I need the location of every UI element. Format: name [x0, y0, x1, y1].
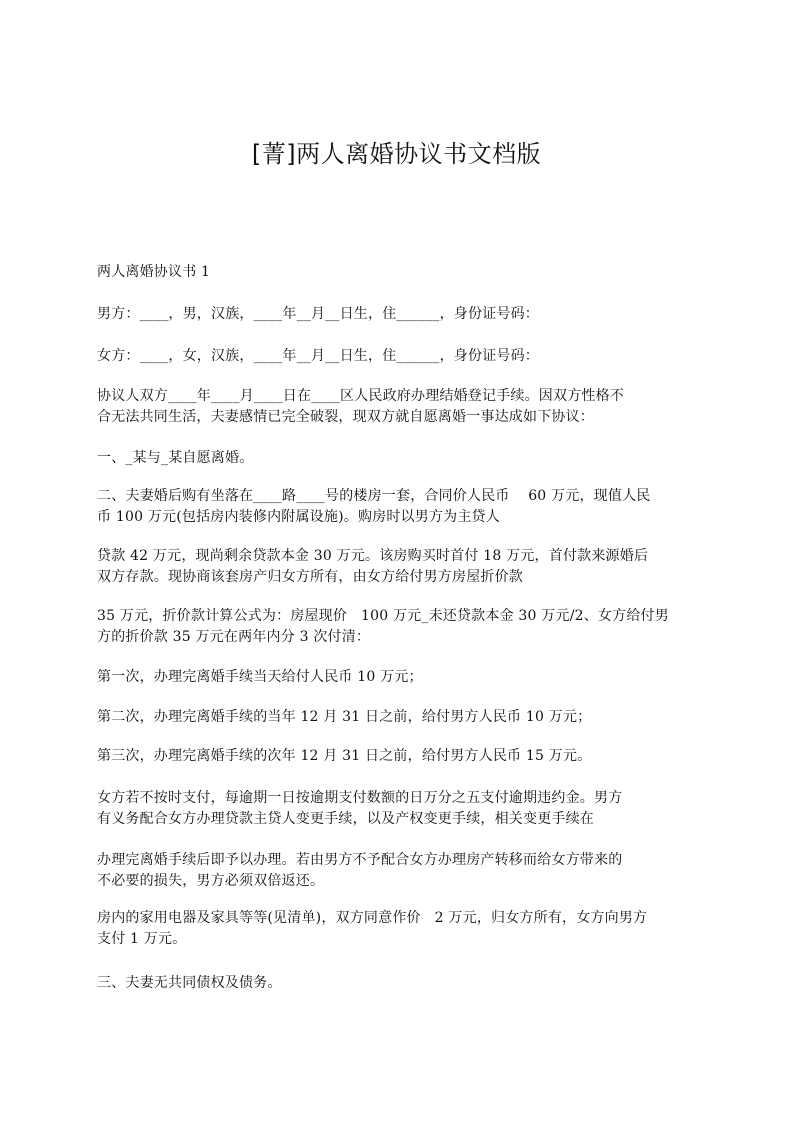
paragraph-line: 一、_某与_某自愿离婚。	[97, 450, 254, 466]
paragraph-line: 第一次，办理完离婚手续当天给付人民币 10 万元；	[97, 669, 423, 685]
paragraph-line: 35 万元，折价款计算公式为：房屋现价 100 万元_未还贷款本金 30 万元/2、女方给付男	[97, 608, 669, 624]
paragraph-line: 办理完离婚手续后即予以办理。若由男方不予配合女方办理房产转移而给女方带来的	[97, 852, 623, 868]
paragraph-line: 贷款 42 万元，现尚剩余贷款本金 30 万元。该房购买时首付 18 万元，首付款来源婚后	[97, 548, 649, 564]
paragraph-heading: 两人离婚协议书 1	[97, 264, 211, 280]
paragraph-line: 女方：____，女，汉族，____年__月__日生，住______，身份证号码：	[97, 348, 539, 364]
paragraph-line: 双方存款。现协商该套房产归女方所有，由女方给付男方房屋折价款	[97, 569, 523, 585]
paragraph-line: 方的折价款 35 万元在两年内分 3 次付清：	[97, 629, 371, 645]
paragraph-line: 第三次，办理完离婚手续的次年 12 月 31 日之前，给付男方人民币 15 万元。	[97, 748, 592, 764]
paragraph-line: 第二次，办理完离婚手续的当年 12 月 31 日之前，给付男方人民币 10 万元；	[97, 709, 592, 725]
document-title: [菁]两人离婚协议书文档版	[251, 140, 542, 168]
paragraph-line: 男方：____，男，汉族，____年__月__日生，住______，身份证号码：	[97, 306, 539, 322]
paragraph-line: 支付 1 万元。	[97, 931, 187, 947]
paragraph-line: 不必要的损失，男方必须双倍返还。	[97, 873, 325, 889]
paragraph-line: 二、夫妻婚后购有坐落在____路____号的楼房一套，合同价人民币 60 万元，现值人民	[97, 488, 651, 504]
paragraph-line: 女方若不按时支付，每逾期一日按逾期支付数额的日万分之五支付逾期违约金。男方	[97, 790, 623, 806]
paragraph-line: 有义务配合女方办理贷款主贷人变更手续，以及产权变更手续，相关变更手续在	[97, 811, 594, 827]
paragraph-line: 币 100 万元(包括房内装修内附属设施)。购房时以男方为主贷人	[97, 509, 500, 525]
paragraph-line: 合无法共同生活，夫妻感情已完全破裂，现双方就自愿离婚一事达成如下协议：	[97, 409, 594, 425]
paragraph-line: 三、夫妻无共同债权及债务。	[97, 975, 282, 991]
paragraph-line: 协议人双方____年____月____日在____区人民政府办理结婚登记手续。因双方性格不	[97, 388, 624, 404]
paragraph-line: 房内的家用电器及家具等等(见清单)，双方同意作价 2 万元，归女方所有，女方向男方	[97, 910, 648, 926]
